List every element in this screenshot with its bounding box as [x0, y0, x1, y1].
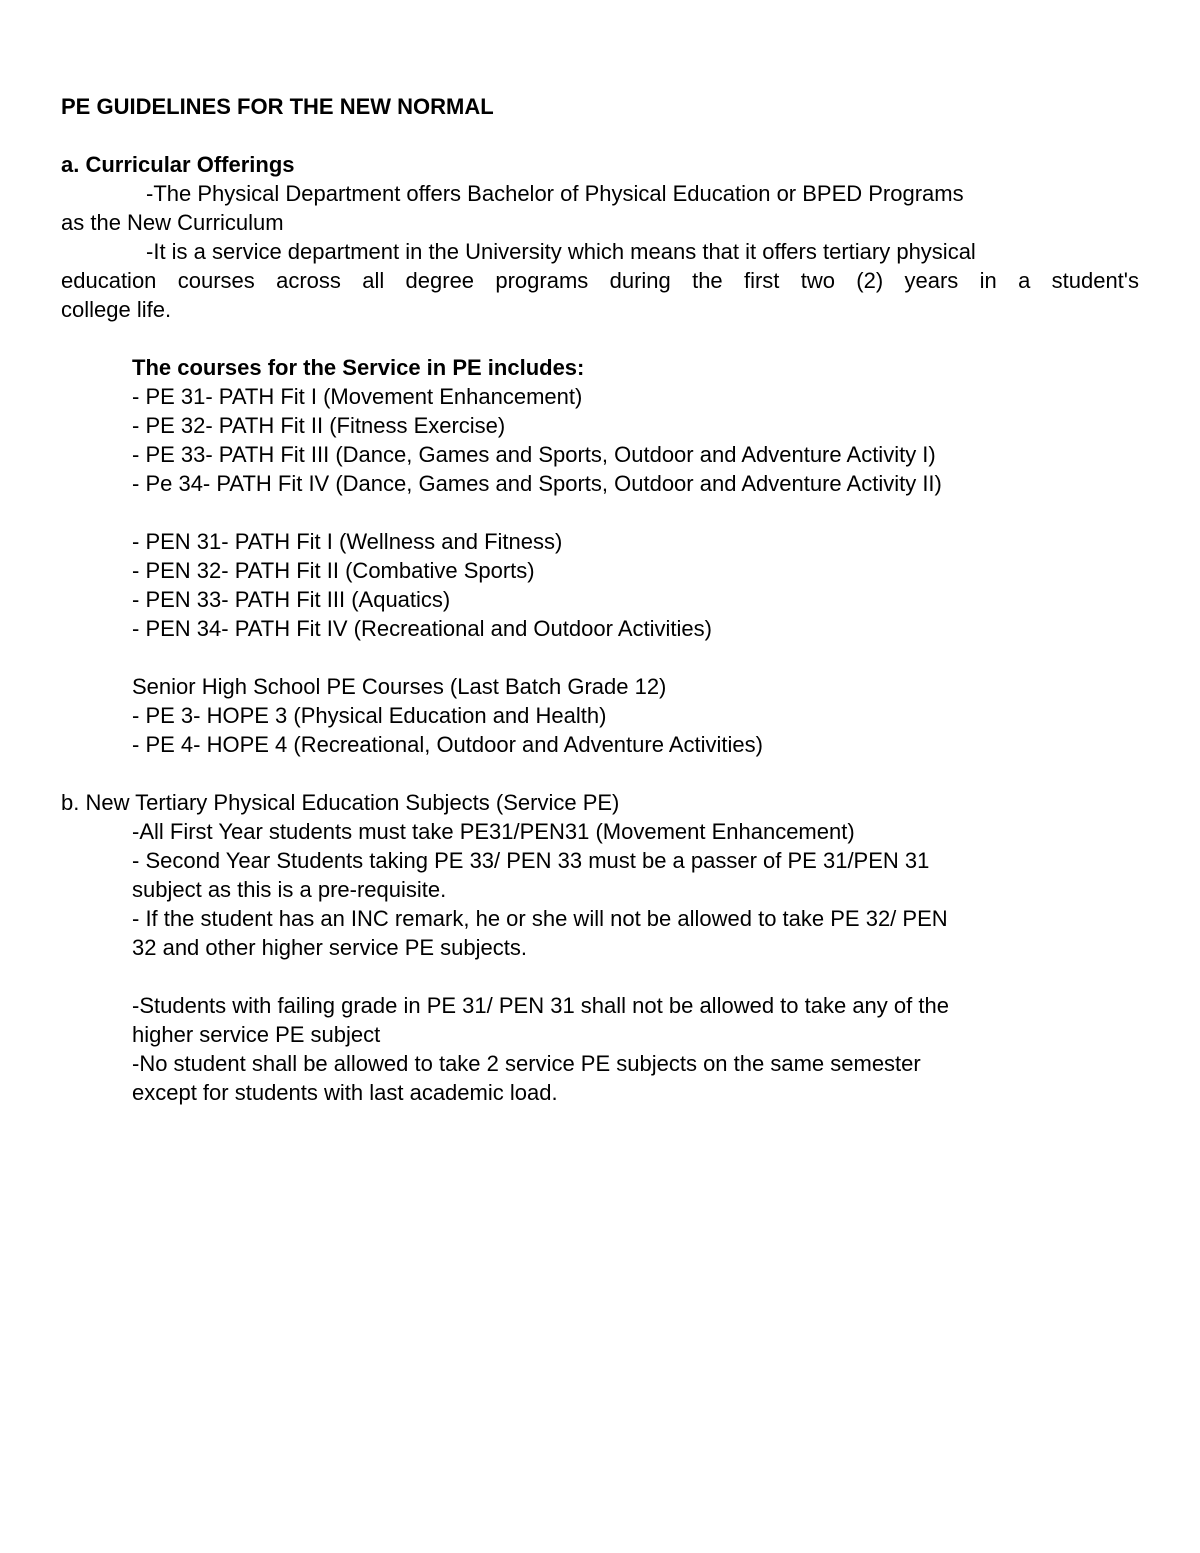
spacer [61, 121, 1141, 150]
section-b-rule5-line1: -No student shall be allowed to take 2 service PE subjects on the same semester [132, 1051, 921, 1076]
section-b-rule2-line2: subject as this is a pre-requisite. [132, 877, 447, 902]
list-item-shs-course: - PE 4- HOPE 4 (Recreational, Outdoor and Adventure Activities) [132, 732, 763, 757]
list-item-pen-course: - PEN 33- PATH Fit III (Aquatics) [132, 587, 451, 612]
section-b-rule1: -All First Year students must take PE31/PEN31 (Movement Enhancement) [132, 819, 855, 844]
section-b-rule3-line1: - If the student has an INC remark, he or she will not be allowed to take PE 32/ PEN [132, 906, 948, 931]
section-b-rule5-line2: except for students with last academic load. [132, 1080, 558, 1105]
spacer [61, 962, 1141, 991]
list-item-pe-course: - PE 33- PATH Fit III (Dance, Games and Sports, Outdoor and Adventure Activity I) [132, 442, 936, 467]
list-item-pen-course: - PEN 32- PATH Fit II (Combative Sports) [132, 558, 535, 583]
section-b-rule4-line1: -Students with failing grade in PE 31/ PEN 31 shall not be allowed to take any of the [132, 993, 949, 1018]
spacer [61, 643, 1141, 672]
shs-heading: Senior High School PE Courses (Last Batch Grade 12) [132, 674, 667, 699]
list-item-pe-course: - PE 32- PATH Fit II (Fitness Exercise) [132, 413, 506, 438]
section-b-rule2-line1: - Second Year Students taking PE 33/ PEN 33 must be a passer of PE 31/PEN 31 [132, 848, 930, 873]
spacer [61, 324, 1141, 353]
list-item-pe-course: - PE 31- PATH Fit I (Movement Enhancement) [132, 384, 583, 409]
section-a-heading: a. Curricular Offerings [61, 152, 295, 177]
spacer [61, 498, 1141, 527]
spacer [61, 759, 1141, 788]
document-title: PE GUIDELINES FOR THE NEW NORMAL [61, 94, 494, 119]
section-a-para1-line2: as the New Curriculum [61, 210, 284, 235]
document-page [61, 92, 1141, 1107]
section-a-para1-line1: -The Physical Department offers Bachelor of Physical Education or BPED Programs [146, 181, 964, 206]
section-b-rule3-line2: 32 and other higher service PE subjects. [132, 935, 528, 960]
section-b-heading: b. New Tertiary Physical Education Subjects (Service PE) [61, 790, 620, 815]
section-a-para2-line1: -It is a service department in the University which means that it offers tertiary physical [146, 239, 976, 264]
section-a-para2-line2: education courses across all degree programs during the first two (2) years in a student's [61, 268, 1139, 293]
list-item-pe-course: - Pe 34- PATH Fit IV (Dance, Games and Sports, Outdoor and Adventure Activity II) [132, 471, 942, 496]
list-item-pen-course: - PEN 34- PATH Fit IV (Recreational and Outdoor Activities) [132, 616, 712, 641]
section-b-rule4-line2: higher service PE subject [132, 1022, 381, 1047]
list-item-pen-course: - PEN 31- PATH Fit I (Wellness and Fitness) [132, 529, 563, 554]
list-item-shs-course: - PE 3- HOPE 3 (Physical Education and Health) [132, 703, 607, 728]
section-a-para2-line3: college life. [61, 297, 172, 322]
courses-heading: The courses for the Service in PE includes: [132, 355, 585, 380]
